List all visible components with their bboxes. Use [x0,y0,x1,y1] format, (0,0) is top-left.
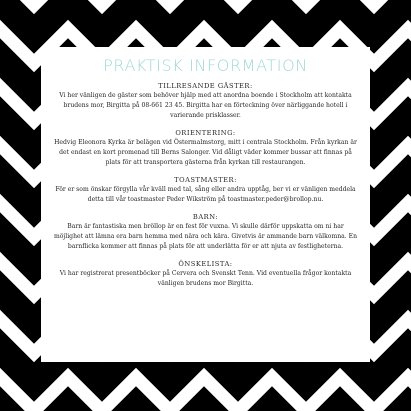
page-title: PRAKTISK INFORMATION [103,56,308,75]
section-heading: ORIENTERING: [175,129,236,137]
info-panel [41,47,370,362]
section-body: För er som önskar förgylla vår kväll med tal, sång eller andra upptåg, ber vi er vänligen meddela detta till vår toastmaster Peder Wikström på toastmaster.peder@brollop.nu. [55,186,356,203]
section-toastmaster [49,175,362,205]
section-wishlist [49,259,362,289]
section-body: Vi her vänligen de gäster som behöver hjälp med att anordna boende i Stockholm att kontakta brudens mor, Birgitta på 08-661 23 45. Birgitta har en förteckning över närliggande hotell i varierande prisklasser. [59,92,352,119]
section-heading: ÖNSKELISTA: [178,260,233,268]
section-body: Hedvig Eleonora Kyrka är belägen vid Östermalmstorg, mitt i centrala Stockholm. Från kyrkan är det endast en kort promenad till Berns Salonger. Vid dåligt väder kommer bussar att finnas på plats för att transportera gästerna från kyrkan till restaurangen. [54,139,357,166]
chevron-stripe-8 [0,406,411,411]
section-body: Vi har registrerat presentböcker på Cervera och Svenskt Tenn. Vid eventuella frågor kontakta vänligen brudens mor Birgitta. [59,270,352,287]
section-travelling-guests [49,81,362,121]
section-heading: TILLRESANDE GÄSTER: [158,82,253,90]
section-heading: BARN: [192,213,219,221]
chevron-stripe-1 [0,0,411,34]
section-children [49,212,362,252]
section-heading: TOASTMASTER: [174,176,237,184]
section-body: Barn är fantastiska men bröllop är en fest för vuxna. Vi skulle därför uppskatta om ni har möjlighet att lämna era barn hemma med nära och kära. Givetvis är ammande barn välkomna. En barnflicka kommer att finnas på plats för att underlätta för er att njuta av festligheterna. [53,223,358,250]
section-orientation [49,128,362,168]
